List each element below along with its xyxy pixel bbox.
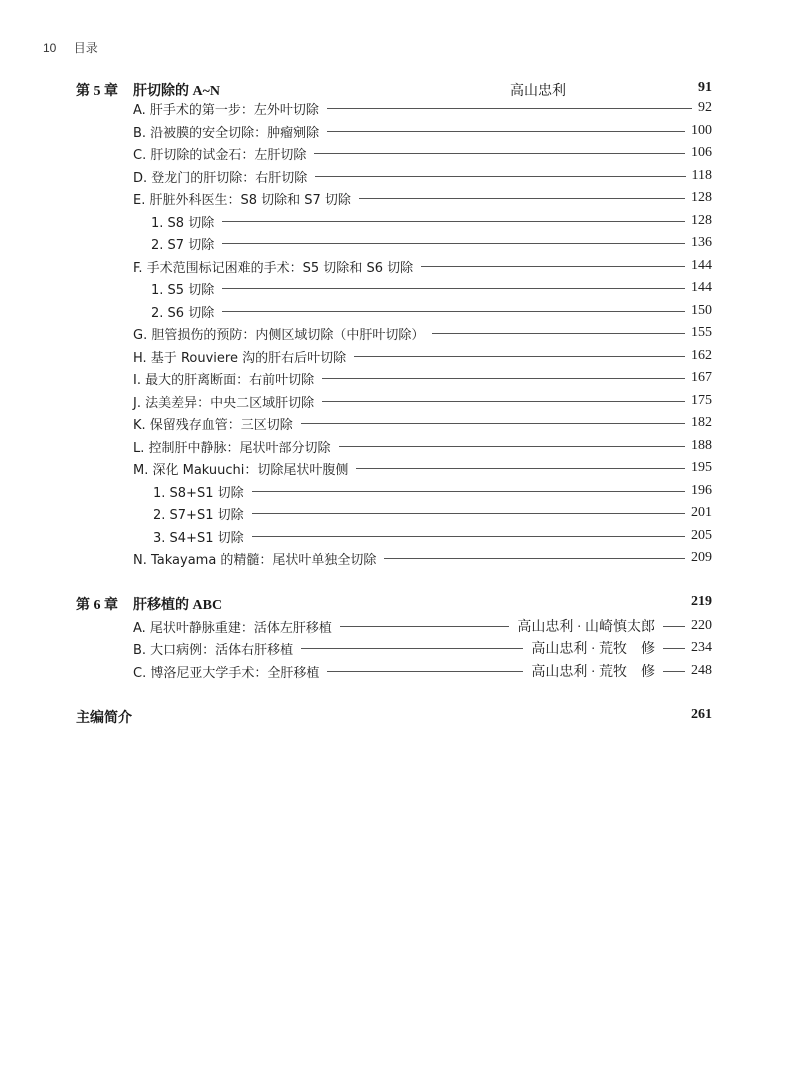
toc-entry-title: A. 肝手术的第一步：左外叶切除 bbox=[133, 102, 319, 118]
toc-entry-title: C. 肝切除的试金石：左肝切除 bbox=[133, 147, 307, 163]
toc-entry bbox=[133, 368, 712, 388]
toc-entry-page: 248 bbox=[691, 663, 712, 678]
toc-entry-page: 234 bbox=[691, 640, 712, 655]
toc-entry-page: 201 bbox=[691, 505, 712, 520]
toc-entry-title: 3. S4+S1 切除 bbox=[153, 530, 244, 546]
toc-entry-page: 118 bbox=[691, 168, 712, 183]
leader-line bbox=[339, 446, 685, 447]
toc-entry bbox=[133, 391, 712, 411]
toc-entry bbox=[133, 638, 712, 658]
leader-line bbox=[314, 153, 685, 154]
toc-entry bbox=[133, 413, 712, 433]
toc-entry-page: 128 bbox=[691, 213, 712, 228]
leader-line bbox=[222, 288, 685, 289]
editor-bio-page: 261 bbox=[691, 707, 712, 722]
chapter-number: 第 6 章 bbox=[76, 598, 118, 613]
leader-line bbox=[359, 198, 685, 199]
toc-entry bbox=[133, 188, 712, 208]
toc-entry-page: 144 bbox=[691, 280, 712, 295]
chapter-page: 219 bbox=[691, 594, 712, 609]
toc-subentry bbox=[151, 233, 712, 253]
toc-entry-author: 高山忠利 · 荒牧 修 bbox=[531, 665, 655, 680]
toc-entry-title: 1. S8+S1 切除 bbox=[153, 485, 244, 501]
chapter-heading-6 bbox=[76, 594, 712, 616]
editor-bio-label: 主编简介 bbox=[76, 711, 132, 726]
toc-entry-title: C. 博洛尼亚大学手术：全肝移植 bbox=[133, 665, 320, 681]
toc-entry-page: 100 bbox=[691, 123, 712, 138]
toc-entry-page: 196 bbox=[691, 483, 712, 498]
toc-entry-title: E. 肝脏外科医生：S8 切除和 S7 切除 bbox=[133, 192, 351, 208]
toc-entry-title: H. 基于 Rouviere 沟的肝右后叶切除 bbox=[133, 350, 347, 366]
chapter-author: 高山忠利 bbox=[510, 84, 566, 99]
toc-entry bbox=[133, 98, 712, 118]
leader-line bbox=[421, 266, 685, 267]
running-head bbox=[43, 39, 98, 56]
toc-entry bbox=[133, 166, 712, 186]
toc-subentry bbox=[153, 526, 712, 546]
toc-subentry bbox=[151, 301, 712, 321]
toc-entry-author: 高山忠利 · 荒牧 修 bbox=[531, 642, 655, 657]
toc-entry-page: 195 bbox=[691, 460, 712, 475]
leader-line bbox=[327, 108, 692, 109]
toc-entry-page: 155 bbox=[691, 325, 712, 340]
toc-entry-title: 2. S7+S1 切除 bbox=[153, 507, 244, 523]
toc-entry-title: J. 法美差异：中央二区域肝切除 bbox=[133, 395, 315, 411]
toc-entry-title: K. 保留残存血管：三区切除 bbox=[133, 417, 293, 433]
leader-line bbox=[301, 648, 523, 649]
toc-entry-title: 1. S8 切除 bbox=[151, 215, 215, 231]
chapter-page: 91 bbox=[698, 80, 712, 95]
toc-entry-title: 2. S6 切除 bbox=[151, 305, 215, 321]
leader-line bbox=[322, 378, 685, 379]
toc-entry bbox=[133, 548, 712, 568]
leader-line bbox=[252, 536, 685, 537]
leader-line bbox=[301, 423, 685, 424]
toc-entry bbox=[133, 436, 712, 456]
toc-entry-title: I. 最大的肝离断面：右前叶切除 bbox=[133, 372, 315, 388]
toc-entry-title: D. 登龙门的肝切除：右肝切除 bbox=[133, 170, 308, 186]
toc-entry-title: G. 胆管损伤的预防：内侧区域切除（中肝叶切除） bbox=[133, 327, 425, 343]
chapter-title: 肝移植的 ABC bbox=[133, 598, 223, 613]
toc-entry-title: N. Takayama 的精髓：尾状叶单独全切除 bbox=[133, 552, 377, 568]
toc-entry-title: M. 深化 Makuuchi：切除尾状叶腹侧 bbox=[133, 462, 349, 478]
toc-entry-title: 2. S7 切除 bbox=[151, 237, 215, 253]
leader-line bbox=[222, 243, 685, 244]
toc-entry-page: 92 bbox=[698, 100, 712, 115]
leader-line bbox=[315, 176, 685, 177]
toc-entry-title: F. 手术范围标记困难的手术：S5 切除和 S6 切除 bbox=[133, 260, 414, 276]
toc-entry-page: 150 bbox=[691, 303, 712, 318]
toc-entry-page: 144 bbox=[691, 258, 712, 273]
leader-line bbox=[222, 221, 685, 222]
toc-entry bbox=[133, 346, 712, 366]
leader-line bbox=[356, 468, 685, 469]
leader-line bbox=[327, 671, 523, 672]
chapter-number: 第 5 章 bbox=[76, 84, 118, 99]
toc-entry bbox=[133, 121, 712, 141]
leader-line bbox=[432, 333, 685, 334]
toc-subentry bbox=[153, 503, 712, 523]
toc-entry-author: 高山忠利 · 山崎慎太郎 bbox=[517, 620, 655, 635]
chapter-title: 肝切除的 A~N bbox=[133, 84, 221, 99]
toc-entry-page: 182 bbox=[691, 415, 712, 430]
toc-entry-page: 128 bbox=[691, 190, 712, 205]
leader-line bbox=[252, 513, 685, 514]
toc-entry-page: 209 bbox=[691, 550, 712, 565]
leader-line bbox=[354, 356, 685, 357]
toc-entry-page: 136 bbox=[691, 235, 712, 250]
toc-entry-page: 167 bbox=[691, 370, 712, 385]
toc-subentry bbox=[153, 481, 712, 501]
leader-line bbox=[252, 491, 685, 492]
leader-line bbox=[663, 648, 685, 649]
leader-line bbox=[384, 558, 685, 559]
toc-entry-title: L. 控制肝中静脉：尾状叶部分切除 bbox=[133, 440, 331, 456]
toc-subentry bbox=[151, 211, 712, 231]
toc-entry bbox=[133, 458, 712, 478]
toc-entry bbox=[133, 616, 712, 636]
section-title: 目录 bbox=[73, 41, 98, 55]
toc-entry bbox=[133, 143, 712, 163]
leader-line bbox=[663, 626, 685, 627]
editor-bio-entry bbox=[76, 707, 712, 727]
toc-subentry bbox=[151, 278, 712, 298]
toc-entry bbox=[133, 256, 712, 276]
toc-entry-page: 162 bbox=[691, 348, 712, 363]
leader-line bbox=[322, 401, 685, 402]
toc-entry-title: 1. S5 切除 bbox=[151, 282, 215, 298]
toc-entry-page: 220 bbox=[691, 618, 712, 633]
toc-entry-page: 188 bbox=[691, 438, 712, 453]
toc-entry bbox=[133, 661, 712, 681]
page-number: 10 bbox=[43, 41, 57, 55]
leader-line bbox=[222, 311, 685, 312]
toc-entry-page: 205 bbox=[691, 528, 712, 543]
toc-entry-title: A. 尾状叶静脉重建：活体左肝移植 bbox=[133, 620, 332, 636]
leader-line bbox=[340, 626, 509, 627]
toc-entry-page: 175 bbox=[691, 393, 712, 408]
toc-entry-title: B. 沿被膜的安全切除：肿瘤剜除 bbox=[133, 125, 320, 141]
toc-entry bbox=[133, 323, 712, 343]
toc-entry-title: B. 大口病例：活体右肝移植 bbox=[133, 642, 294, 658]
leader-line bbox=[663, 671, 685, 672]
leader-line bbox=[327, 131, 685, 132]
toc-entry-page: 106 bbox=[691, 145, 712, 160]
